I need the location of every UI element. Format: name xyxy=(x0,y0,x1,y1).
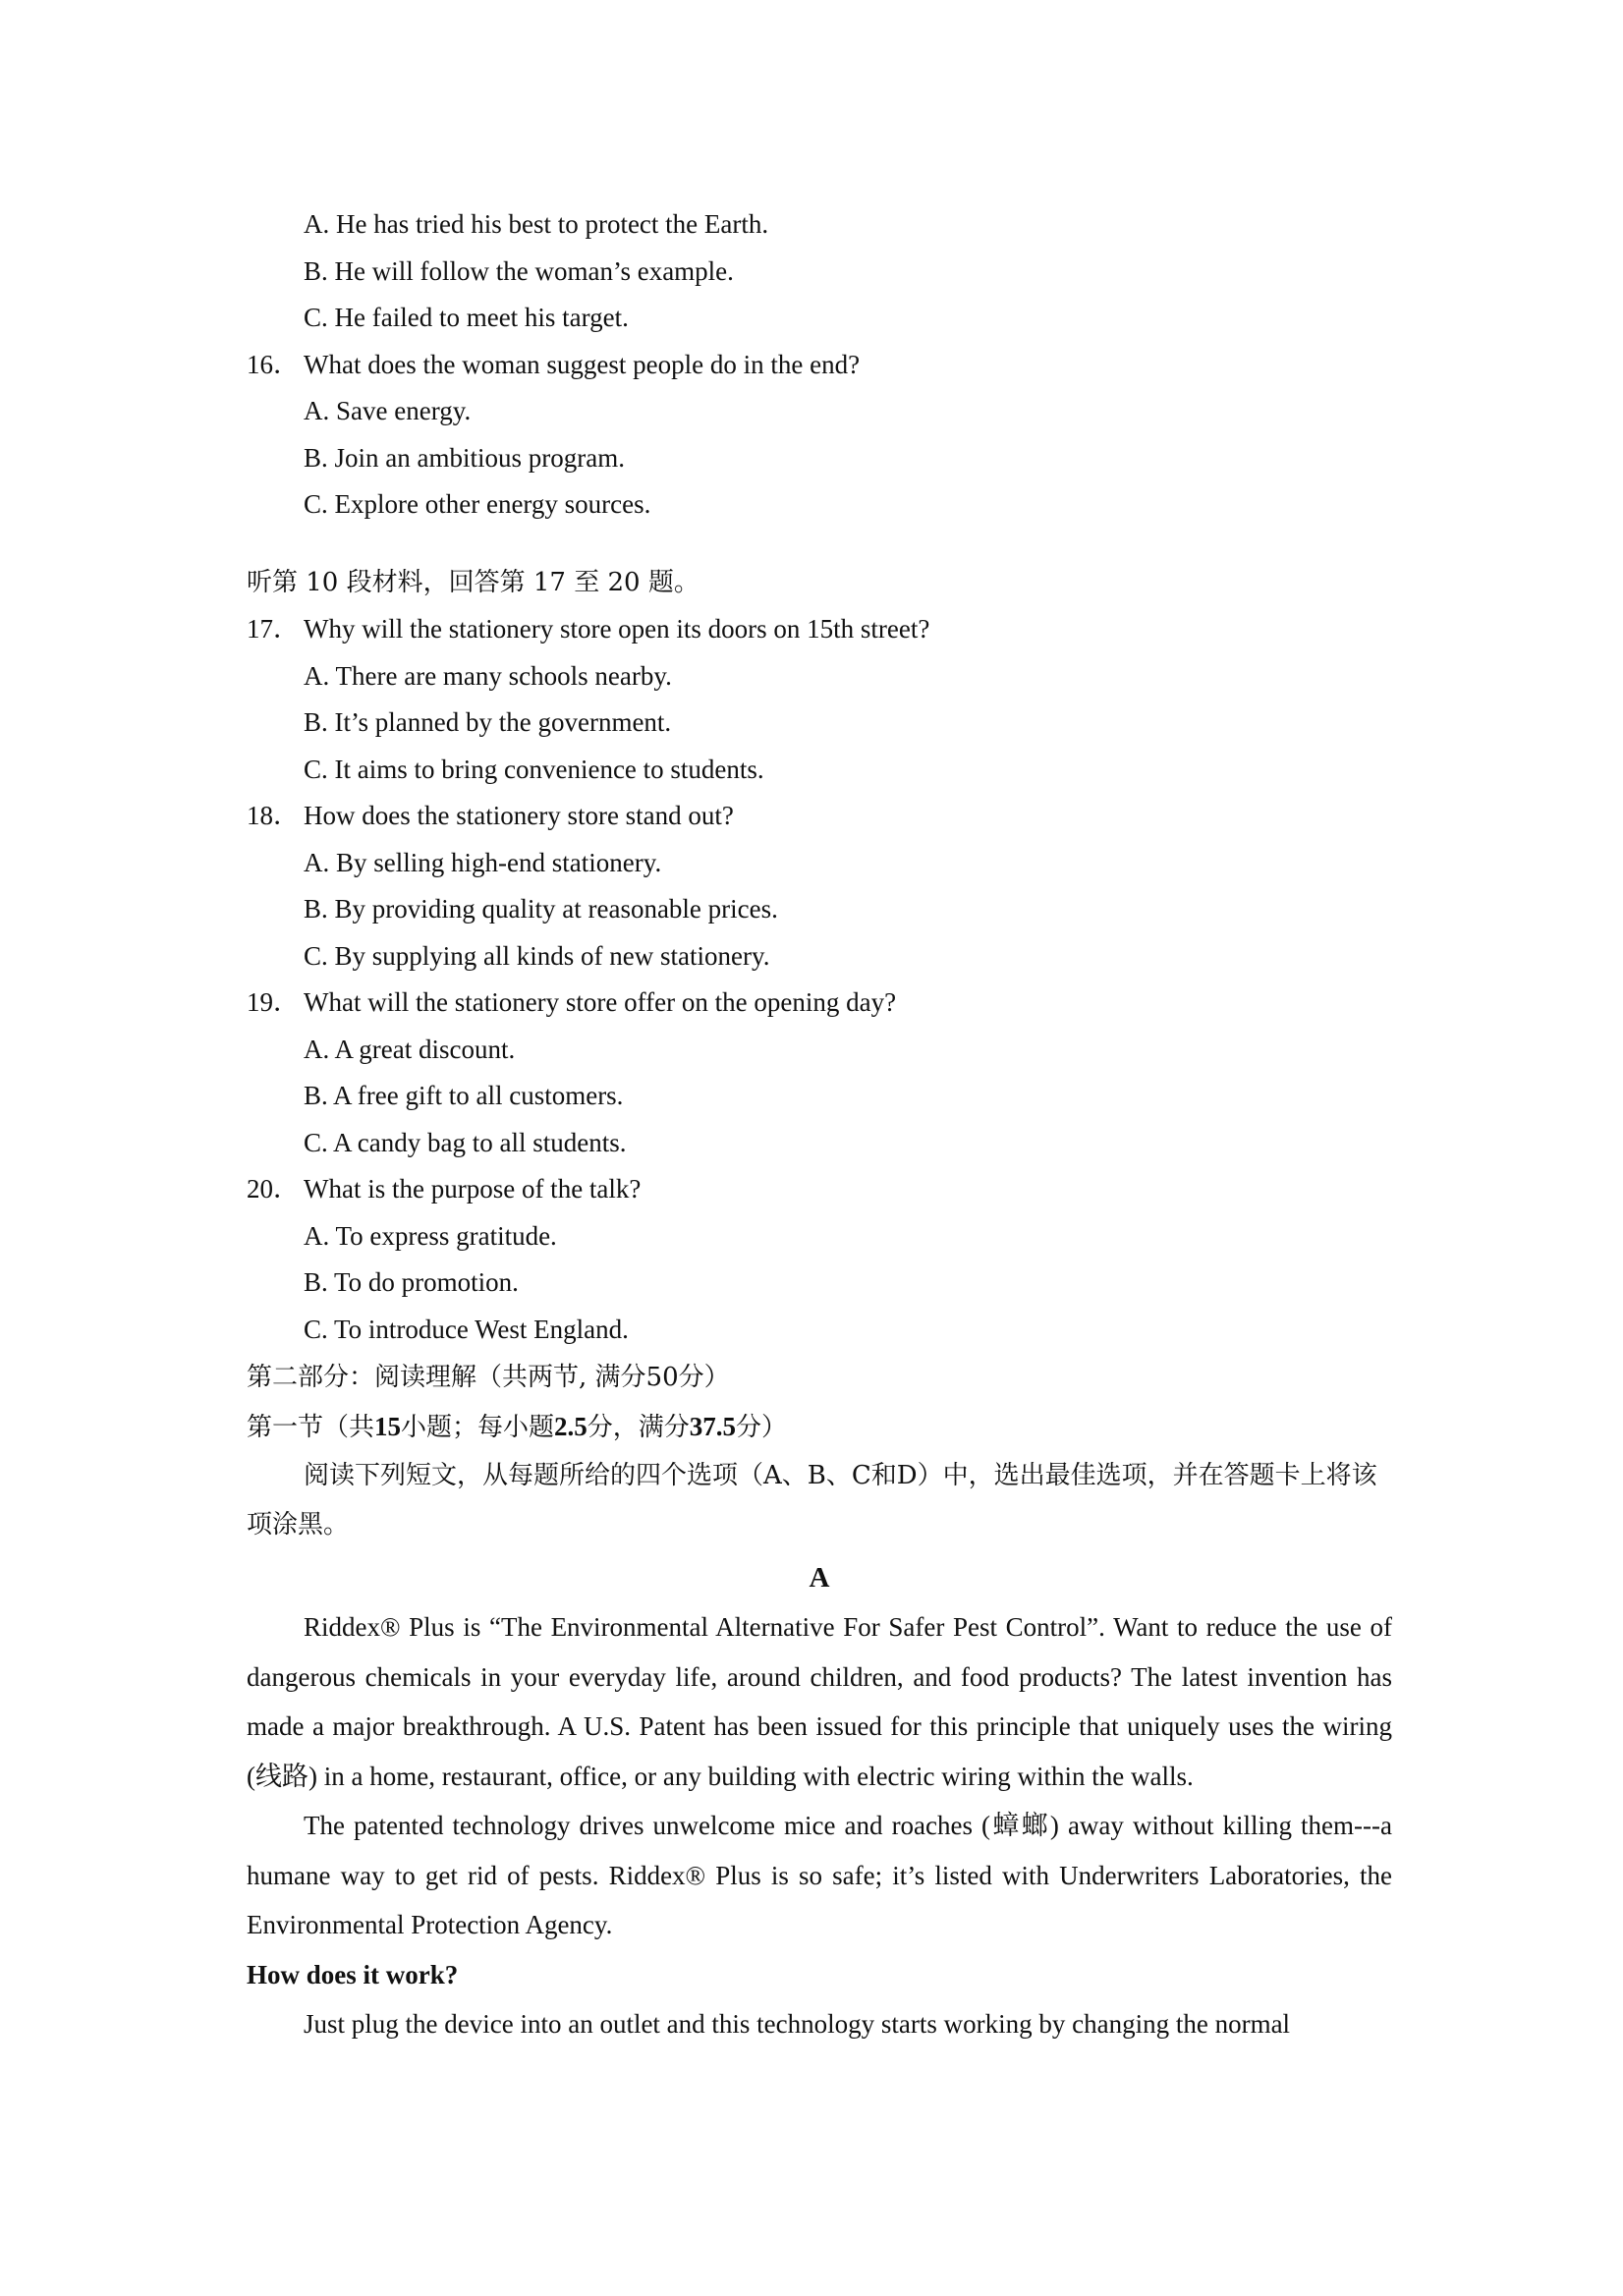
q17-option-c: C. It aims to bring convenience to students. xyxy=(304,754,764,784)
question-18-number: 18． xyxy=(247,801,300,830)
q16-option-b: B. Join an ambitious program. xyxy=(304,442,625,473)
reading-instruction: 阅读下列短文，从每题所给的四个选项（A、B、C和D）中，选出最佳选项，并在答题卡上将该项涂黑。 xyxy=(247,1461,1377,1540)
part-2-heading: 第二部分：阅读理解（共两节, 满分50分） xyxy=(247,1363,730,1392)
question-20 xyxy=(247,1166,1392,1213)
question-16-number: 16． xyxy=(247,349,300,379)
q15-option-c: C. He failed to meet his target. xyxy=(304,303,629,332)
q18-option-c: C. By supplying all kinds of new stationery. xyxy=(304,940,770,971)
q20-option-a: A. To express gratitude. xyxy=(304,1220,557,1251)
question-16 xyxy=(247,342,1392,389)
question-18 xyxy=(247,793,1392,840)
section-1-heading-part: 小题；每小题 xyxy=(401,1413,555,1442)
section-10-heading: 听第 10 段材料，回答第 17 至 20 题。 xyxy=(247,567,700,597)
q17-option-a: A. There are many schools nearby. xyxy=(304,660,672,691)
q19-option-a: A. A great discount. xyxy=(304,1034,516,1064)
section-1-question-count: 15 xyxy=(374,1412,402,1441)
q15-option-b: B. He will follow the woman’s example. xyxy=(304,255,734,286)
passage-paragraph-3: Just plug the device into an outlet and this technology starts working by changing the normal xyxy=(304,2008,1291,2039)
q20-option-c: C. To introduce West England. xyxy=(304,1314,629,1344)
section-1-heading-part: 分，满分 xyxy=(587,1413,690,1442)
q18-option-b: B. By providing quality at reasonable prices. xyxy=(304,894,778,924)
q16-option-c: C. Explore other energy sources. xyxy=(304,489,651,519)
question-19 xyxy=(247,980,1392,1027)
passage-subheading: How does it work? xyxy=(247,1959,459,1989)
q19-option-b: B. A free gift to all customers. xyxy=(304,1081,624,1110)
spacer xyxy=(247,529,1392,560)
question-19-number: 19． xyxy=(247,987,300,1017)
q20-option-b: B. To do promotion. xyxy=(304,1267,519,1297)
passage-paragraph-2: The patented technology drives unwelcome mice and roaches (蟑螂) away without killing them---a humane way to get rid of pests. Riddex® Plus is so safe; it’s listed with Underwriters Laboratories, the Environmental Protection Agency. xyxy=(247,1811,1392,1939)
section-1-heading xyxy=(247,1402,1392,1451)
question-19-text: What will the stationery store offer on the opening day? xyxy=(304,987,897,1017)
section-1-heading-part: 第一节（共 xyxy=(247,1413,375,1442)
question-17 xyxy=(247,606,1392,653)
question-20-number: 20． xyxy=(247,1174,300,1204)
q16-option-a: A. Save energy. xyxy=(304,396,472,425)
question-16-text: What does the woman suggest people do in the end? xyxy=(304,349,861,379)
q15-option-a: A. He has tried his best to protect the Earth. xyxy=(304,209,769,239)
passage-title: A xyxy=(809,1562,830,1594)
q18-option-a: A. By selling high-end stationery. xyxy=(304,847,662,877)
q19-option-c: C. A candy bag to all students. xyxy=(304,1127,627,1157)
question-17-number: 17． xyxy=(247,614,300,644)
q17-option-b: B. It’s planned by the government. xyxy=(304,707,672,737)
question-18-text: How does the stationery store stand out? xyxy=(304,801,734,830)
section-1-total-points: 37.5 xyxy=(689,1412,737,1441)
question-17-text: Why will the stationery store open its doors on 15th street? xyxy=(304,614,930,644)
page-content xyxy=(247,201,1392,2048)
question-20-text: What is the purpose of the talk? xyxy=(304,1174,642,1204)
section-1-heading-part: 分） xyxy=(736,1413,788,1442)
section-1-points-each: 2.5 xyxy=(554,1412,588,1441)
passage-paragraph-1: Riddex® Plus is “The Environmental Alternative For Safer Pest Control”. Want to reduce the use of dangerous chemicals in your everyday life, around children, and food products? The latest invention has made a major breakthrough. A U.S. Patent has been issued for this principle that uniquely uses the wiring (线路) in a home, restaurant, office, or any building with electric wiring within the walls. xyxy=(247,1612,1392,1791)
